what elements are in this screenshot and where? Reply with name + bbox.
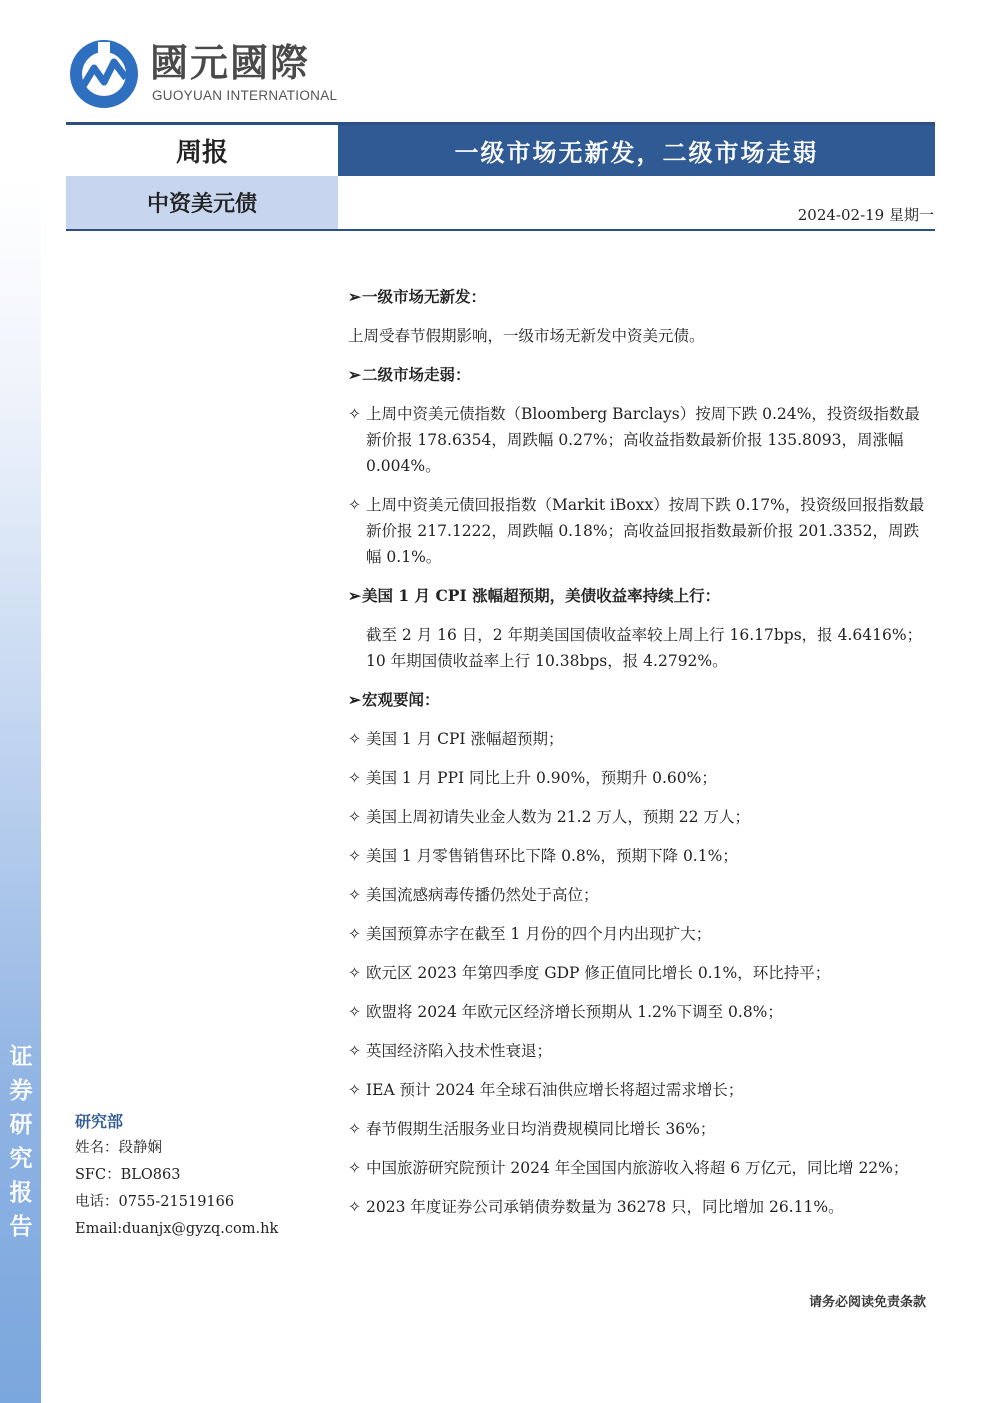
report-sector: 中资美元债	[66, 176, 338, 229]
report-type: 周报	[66, 125, 338, 176]
list-item: ✧ 2023 年度证券公司承销债券数量为 36278 只，同比增加 26.11%。	[348, 1194, 928, 1220]
side-label	[4, 1040, 38, 1244]
analyst-info	[75, 1108, 278, 1243]
list-item: ✧ 美国 1 月 CPI 涨幅超预期；	[348, 726, 928, 752]
report-title: 一级市场无新发，二级市场走弱	[338, 125, 935, 176]
logo-mark-icon	[68, 38, 140, 110]
arrow-bullet-icon: ➢	[348, 690, 361, 709]
side-char: 券	[9, 1077, 33, 1104]
company-logo	[68, 38, 338, 110]
diamond-bullet-icon: ✧	[348, 847, 361, 865]
side-char: 告	[9, 1213, 33, 1240]
diamond-bullet-icon: ✧	[348, 925, 361, 943]
section-heading: ➢美国 1 月 CPI 涨幅超预期，美债收益率持续上行：	[348, 583, 928, 609]
logo-chinese-name: 國元國際	[150, 41, 311, 85]
disclaimer-note: 请务必阅读免责条款	[808, 1295, 926, 1310]
list-item: ✧ 中国旅游研究院预计 2024 年全国国内旅游收入将超 6 万亿元，同比增 22%；	[348, 1155, 928, 1181]
list-item: ✧ 美国预算赤字在截至 1 月份的四个月内出现扩大；	[348, 921, 928, 947]
diamond-bullet-icon: ✧	[348, 1003, 361, 1021]
analyst-email[interactable]: Email:duanjx@gyzq.com.hk	[75, 1221, 279, 1237]
side-char: 证	[9, 1043, 33, 1070]
arrow-bullet-icon: ➢	[348, 365, 361, 384]
side-char: 研	[9, 1111, 33, 1138]
list-item: ✧ 美国 1 月零售销售环比下降 0.8%，预期下降 0.1%；	[348, 843, 928, 869]
list-item: ✧ 春节假期生活服务业日均消费规模同比增长 36%；	[348, 1116, 928, 1142]
list-item: ✧ 欧元区 2023 年第四季度 GDP 修正值同比增长 0.1%，环比持平；	[348, 960, 928, 986]
diamond-bullet-icon: ✧	[348, 1120, 361, 1138]
diamond-bullet-icon: ✧	[348, 1198, 361, 1216]
analyst-sfc: SFC：BLO863	[75, 1167, 181, 1183]
list-item: ✧ 上周中资美元债回报指数（Markit iBoxx）按周下跌 0.17%，投资级回报指数最新价报 217.1222，周跌幅 0.18%；高收益回报指数最新价报 201.3352，周跌幅 0.1%。	[348, 492, 928, 570]
list-item: ✧ 上周中资美元债指数（Bloomberg Barclays）按周下跌 0.24%，投资级指数最新价报 178.6354，周跌幅 0.27%；高收益指数最新价报 135.8093，周涨幅 0.004%。	[348, 401, 928, 479]
arrow-bullet-icon: ➢	[348, 287, 361, 306]
section-paragraph: 上周受春节假期影响，一级市场无新发中资美元债。	[348, 327, 705, 345]
section-heading: ➢二级市场走弱：	[348, 362, 928, 388]
diamond-bullet-icon: ✧	[348, 1081, 361, 1099]
section-heading: ➢宏观要闻：	[348, 687, 928, 713]
list-item: ✧ 英国经济陷入技术性衰退；	[348, 1038, 928, 1064]
report-date: 2024-02-19 星期一	[797, 206, 934, 224]
diamond-bullet-icon: ✧	[348, 1042, 361, 1060]
diamond-bullet-icon: ✧	[348, 886, 361, 904]
diamond-bullet-icon: ✧	[348, 730, 361, 748]
side-char: 报	[9, 1179, 33, 1206]
list-item: ✧ 美国流感病毒传播仍然处于高位；	[348, 882, 928, 908]
diamond-bullet-icon: ✧	[348, 964, 361, 982]
side-char: 究	[9, 1145, 33, 1172]
logo-english-name: GUOYUAN INTERNATIONAL	[152, 88, 338, 103]
diamond-bullet-icon: ✧	[348, 496, 361, 514]
analyst-dept: 研究部	[75, 1112, 124, 1131]
report-body	[348, 284, 928, 1233]
diamond-bullet-icon: ✧	[348, 1159, 361, 1177]
section-heading: ➢一级市场无新发：	[348, 284, 928, 310]
list-item: ✧ 美国上周初请失业金人数为 21.2 万人，预期 22 万人；	[348, 804, 928, 830]
analyst-name: 姓名：段静娴	[75, 1140, 162, 1156]
diamond-bullet-icon: ✧	[348, 808, 361, 826]
arrow-bullet-icon: ➢	[348, 586, 361, 605]
section-paragraph: 截至 2 月 16 日，2 年期美国国债收益率较上周上行 16.17bps，报 4.6416%；10 年期国债收益率上行 10.38bps，报 4.2792%。	[366, 626, 923, 670]
list-item: ✧ 美国 1 月 PPI 同比上升 0.90%，预期升 0.60%；	[348, 765, 928, 791]
list-item: ✧ 欧盟将 2024 年欧元区经济增长预期从 1.2%下调至 0.8%；	[348, 999, 928, 1025]
diamond-bullet-icon: ✧	[348, 405, 361, 423]
header-bottom-rule	[66, 229, 935, 231]
diamond-bullet-icon: ✧	[348, 769, 361, 787]
analyst-phone: 电话：0755-21519166	[75, 1194, 235, 1210]
list-item: ✧ IEA 预计 2024 年全球石油供应增长将超过需求增长；	[348, 1077, 928, 1103]
